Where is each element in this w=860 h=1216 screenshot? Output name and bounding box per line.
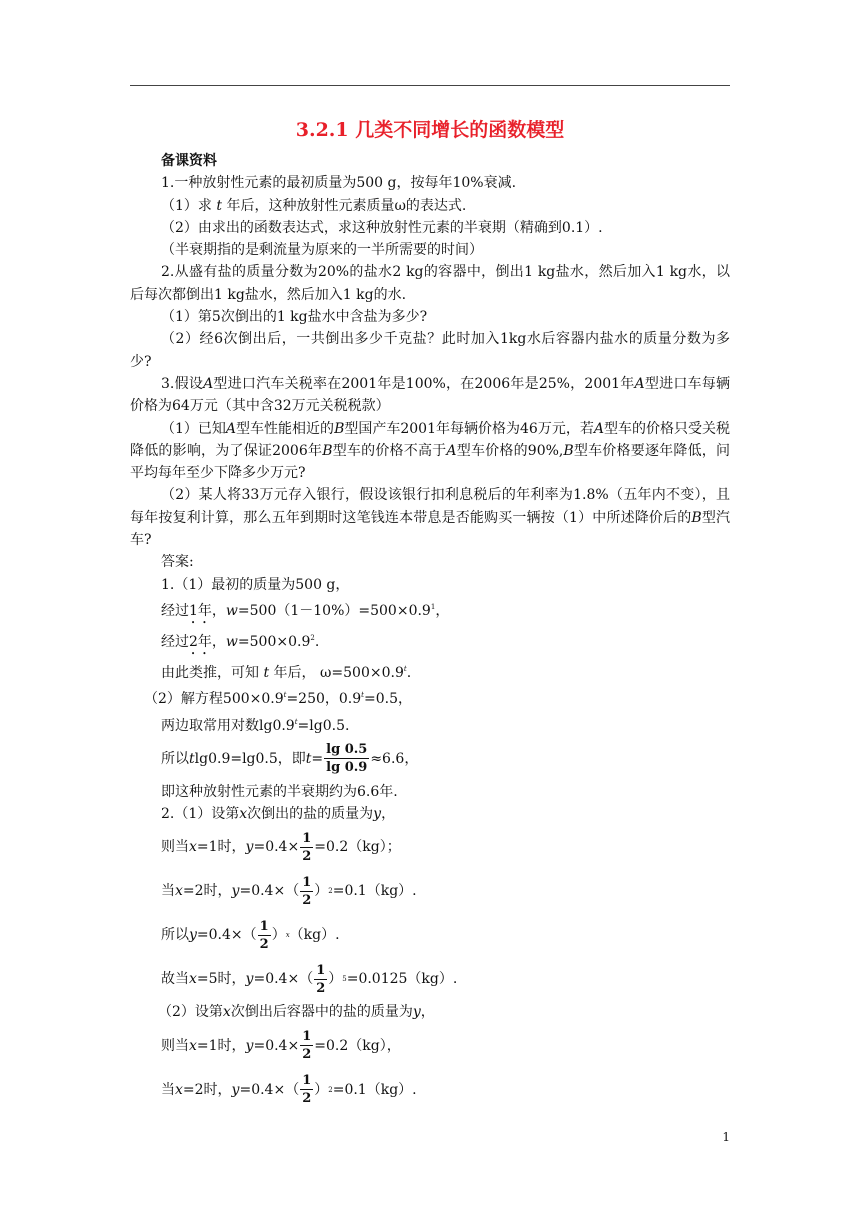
a2-line4: 所以 y =0.4×（ $\frac{1}{2}$ ） x （kg）.	[161, 918, 340, 952]
a1-line8: 即这种放射性元素的半衰期约为6.6年.	[161, 783, 398, 800]
half-fraction: $\frac{1}{2}$	[302, 830, 312, 864]
a1-line2: 经过1年，$w=500(1-10\%)=500\times 0.9^1$，	[161, 602, 450, 619]
q2-part1: （1）第5次倒出的1 kg盐水中含盐为多少?	[161, 309, 428, 326]
a2-line5: 故当 x =5时， y =0.4×（ $\frac{1}{2}$ ） 5 =0.0125（kg）.	[161, 962, 458, 996]
a1-line4: 由此类推，可知 t 年后， $\omega=500\times 0.9^t$.	[161, 664, 412, 681]
a2-line6: （2）设第x次倒出后容器中的盐的质量为y，	[158, 1004, 435, 1021]
document-title: 3.2.1 几类不同增长的函数模型	[295, 119, 565, 141]
log-fraction: $\frac{\lg 0.5}{\lg 0.9}$	[326, 742, 368, 776]
q1-stem: 1.一种放射性元素的最初质量为500 g，按每年10%衰减.	[161, 175, 517, 192]
a1-line7: 所以 t lg0.9=lg0.5，即 t = $\frac{\lg 0.5}{\lg 0.9}$ ≈6.6，	[161, 742, 419, 776]
half-fraction: $\frac{1}{2}$	[302, 1029, 312, 1063]
a1-line5: （2）解方程$500\times 0.9^t=250$，$0.9^t=0.5$，	[144, 691, 412, 708]
a2-line7: 则当 x =1时， y =0.4× $\frac{1}{2}$ =0.2（kg），	[161, 1029, 401, 1063]
q1-part2: （2）由求出的函数表达式，求这种放射性元素的半衰期（精确到0.1）.	[161, 219, 603, 236]
a2-line3: 当 x =2时， y =0.4×（ $\frac{1}{2}$ ） 2 =0.1（kg）.	[161, 874, 417, 908]
a1-line1: 1.（1）最初的质量为500 g，	[161, 576, 350, 593]
header-rule	[130, 85, 730, 86]
half-fraction: $\frac{1}{2}$	[302, 874, 312, 908]
a2-line8: 当 x =2时， y =0.4×（ $\frac{1}{2}$ ） 2 =0.1（kg）.	[161, 1073, 417, 1107]
q3-stem: 3.假设A型进口汽车关税率在2001年是100%，在2006年是25%，2001年A型进口车每辆价格为64万元（其中含32万元关税税款）	[130, 375, 731, 415]
page-number: 1	[722, 1130, 730, 1144]
q3-part2: （2）某人将33万元存入银行，假设该银行扣利息税后的年利率为1.8%（五年内不变），且每年按复利计算，那么五年到期时这笔钱连本带息是否能购买一辆按（1）中所述降价后的B型汽车?	[130, 487, 731, 549]
q2-stem: 2.从盛有盐的质量分数为20%的盐水2 kg的容器中，倒出1 kg盐水，然后加入1 kg水，以后每次都倒出1 kg盐水，然后加入1 kg的水.	[130, 264, 730, 303]
a2-line2: 则当 x =1时， y =0.4× $\frac{1}{2}$ =0.2（kg）；	[161, 830, 401, 864]
q1-part1: （1）求 t 年后，这种放射性元素质量ω的表达式.	[161, 197, 467, 214]
q1-note: （半衰期指的是剩流量为原来的一半所需要的时间）	[161, 242, 483, 259]
q2-part2: （2）经6次倒出后，一共倒出多少千克盐？此时加入1kg水后容器内盐水的质量分数为多少?	[130, 331, 730, 370]
a1-line6: 两边取常用对数$\lg 0.9^t=\lg 0.5$.	[161, 717, 350, 734]
half-fraction: $\frac{1}{2}$	[259, 918, 269, 952]
section-heading: 备课资料	[161, 153, 217, 169]
half-fraction: $\frac{1}{2}$	[302, 1073, 312, 1107]
a2-line1: 2.（1）设第x次倒出的盐的质量为y，	[161, 806, 396, 823]
a1-line3: 经过2年，$w=500\times 0.9^2$.	[161, 633, 320, 650]
answer-label: 答案:	[161, 554, 194, 571]
q3-part1: （1）已知A型车性能相近的B型国产车2001年每辆价格为46万元，若A型车的价格只受关税降低的影响，为了保证2006年B型车的价格不高于A型车价格的90%,B型车价格要逐年降低，问平均每年至少下降多少万元?	[130, 420, 731, 482]
half-fraction: $\frac{1}{2}$	[316, 962, 326, 996]
document-body	[130, 150, 730, 1112]
